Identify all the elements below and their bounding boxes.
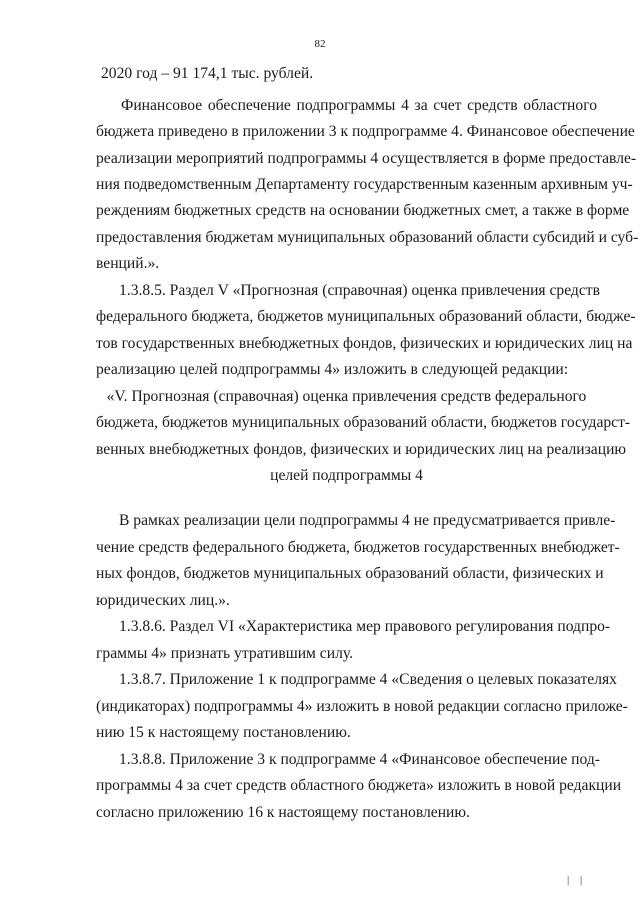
text-line: 1.3.8.6. Раздел VI «Характеристика мер правового регулирования подпро- <box>119 618 611 635</box>
footer-marks: | | <box>567 874 587 886</box>
text-line: тов государственных внебюджетных фондов, физических и юридических лиц на <box>96 335 633 352</box>
page-number: 82 <box>314 38 326 50</box>
text-line: нию 15 к настоящему постановлению. <box>96 724 351 741</box>
text-line: Финансовое обеспечение подпрограммы 4 за счет средств областного <box>121 97 597 114</box>
text-line: чение средств федерального бюджета, бюджетов государственных внебюджет- <box>96 539 620 556</box>
text-line: бюджета приведено в приложении 3 к подпрограмме 4. Финансовое обеспечение <box>96 123 635 140</box>
text-line: реализации мероприятий подпрограммы 4 осуществляется в форме предоставле- <box>96 150 637 167</box>
text-line: предоставления бюджетам муниципальных образований области субсидий и суб- <box>96 229 639 246</box>
text-line: 2020 год – 91 174,1 тыс. рублей. <box>101 65 314 82</box>
text-line: граммы 4» признать утратившим силу. <box>96 645 353 662</box>
text-line: федерального бюджета, бюджетов муниципальных образований области, бюдже- <box>96 308 636 325</box>
section-heading-line: целей подпрограммы 4 <box>270 467 423 484</box>
text-line: программы 4 за счет средств областного бюджета» изложить в новой редакции <box>96 777 622 794</box>
text-line: ния подведомственным Департаменту государственным казенным архивным уч- <box>96 176 633 193</box>
text-line: 1.3.8.7. Приложение 1 к подпрограмме 4 «Сведения о целевых показателях <box>119 671 617 688</box>
text-line: реждениям бюджетных средств на основании бюджетных смет, а также в форме <box>96 202 630 219</box>
section-heading-line: венных внебюджетных фондов, физических и юридических лиц на реализацию <box>96 441 627 458</box>
text-line: В рамках реализации цели подпрограммы 4 не предусматривается привле- <box>119 512 616 529</box>
text-line: ных фондов, бюджетов муниципальных образований области, физических и <box>96 565 604 582</box>
section-heading-line: «V. Прогнозная (справочная) оценка привлечения средств федерального <box>106 388 587 405</box>
text-line: 1.3.8.8. Приложение 3 к подпрограмме 4 «Финансовое обеспечение под- <box>119 751 600 768</box>
text-line: реализацию целей подпрограммы 4» изложить в следующей редакции: <box>96 361 569 378</box>
text-line: (индикаторах) подпрограммы 4» изложить в новой редакции согласно приложе- <box>96 698 628 715</box>
text-line: юридических лиц.». <box>96 592 230 609</box>
section-heading-line: бюджета, бюджетов муниципальных образований области, бюджетов государст- <box>96 414 631 431</box>
text-line: венций.». <box>96 255 160 272</box>
text-line: 1.3.8.5. Раздел V «Прогнозная (справочная) оценка привлечения средств <box>119 282 600 299</box>
text-line: согласно приложению 16 к настоящему постановлению. <box>96 804 470 821</box>
